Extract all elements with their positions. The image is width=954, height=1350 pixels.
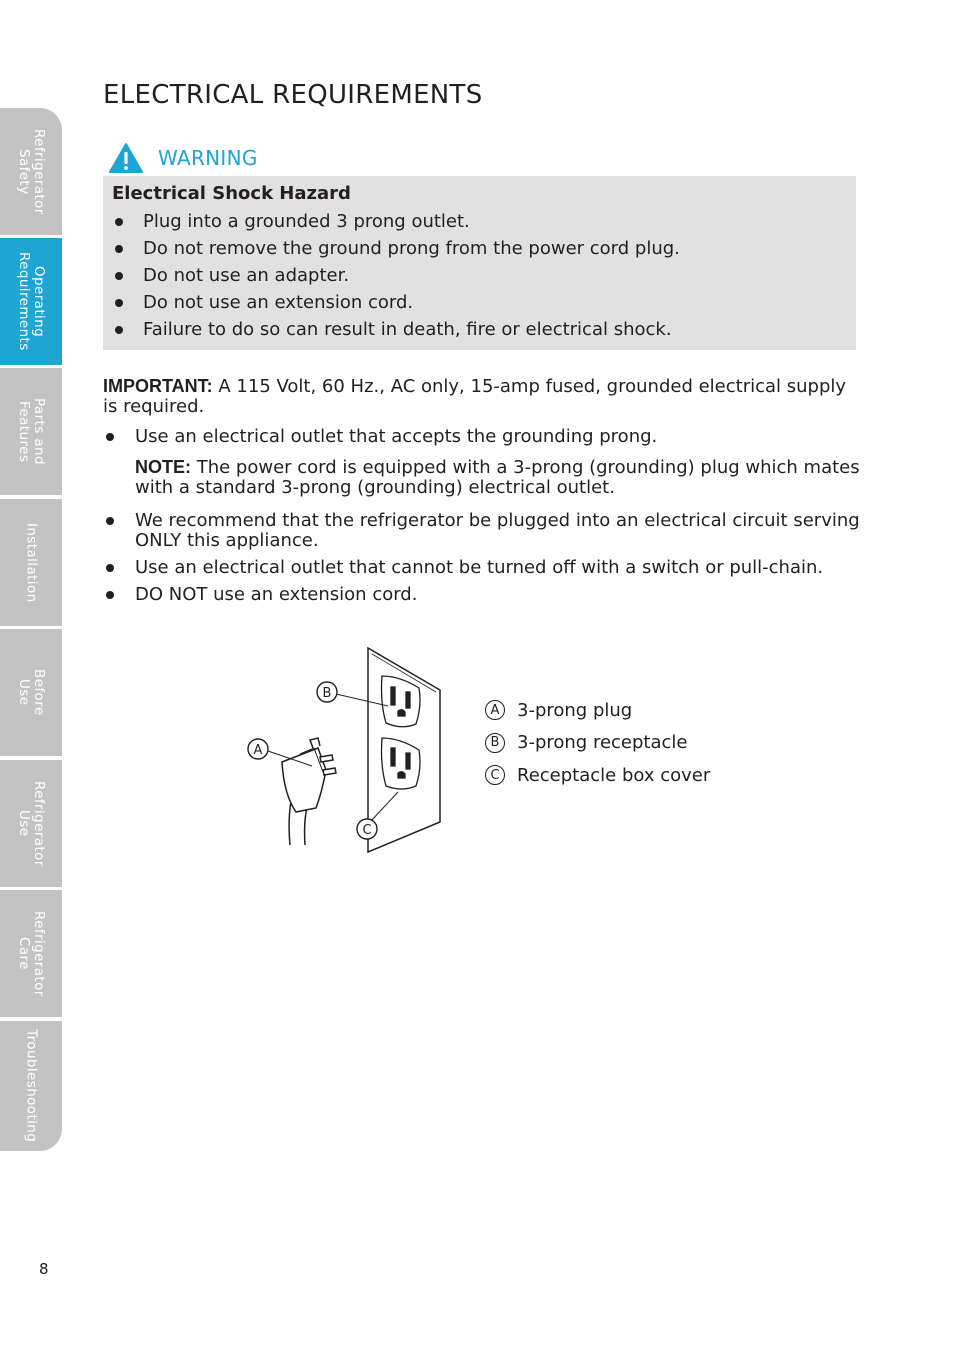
note-text: The power cord is equipped with a 3-prong (grounding) plug which mates with a standard 3-prong (grounding) electrical outlet. [135,456,860,498]
warning-item [112,208,847,235]
nav-tab-installation[interactable] [0,499,62,628]
legend-text: 3-prong plug [517,699,633,721]
warning-label: WARNING [158,146,258,170]
nav-tab-refrigerator-use[interactable] [0,760,62,889]
legend-item [485,694,710,727]
legend-item [485,759,710,792]
list-item [103,427,863,499]
list-item-text: We recommend that the refrigerator be plugged into an electrical circuit serving ONLY this appliance. [135,509,860,551]
callout-b-letter: B [322,686,332,701]
outlet-diagram [240,640,450,855]
bullet-icon [106,591,114,599]
warning-item-text: Do not use an extension cord. [143,292,414,313]
bullet-icon [115,245,123,253]
nav-tab-label: Operating Requirements [16,252,47,351]
list-item-text: Use an electrical outlet that cannot be turned off with a switch or pull-chain. [135,557,824,578]
bullet-icon [106,433,114,441]
list-item-text: Use an electrical outlet that accepts the grounding prong. [135,426,658,447]
warning-item [112,289,847,316]
nav-tab-label: Refrigerator Use [16,780,47,867]
legend-text: Receptacle box cover [517,764,711,786]
list-item-text: DO NOT use an extension cord. [135,584,418,605]
nav-tab-refrigerator-safety[interactable] [0,108,62,237]
plug-3-prong [282,738,336,845]
warning-list [112,208,847,343]
bullet-icon [115,326,123,334]
nav-tab-label: Troubleshooting [23,1029,40,1143]
callout-c-letter: C [362,823,372,838]
requirements-list [103,427,863,612]
nav-tab-label: Parts and Features [16,398,47,465]
warning-triangle-icon [108,142,144,174]
bullet-icon [115,272,123,280]
page-number: 8 [39,1260,49,1278]
note-paragraph [135,457,863,499]
warning-item [112,262,847,289]
legend-letter-a: A [485,700,505,720]
callout-c [357,819,377,839]
nav-tab-label: Refrigerator Care [16,910,47,997]
bullet-icon [106,564,114,572]
bullet-icon [115,218,123,226]
list-item [103,511,863,552]
warning-box [103,176,856,350]
legend-text: 3-prong receptacle [517,732,688,754]
callout-a-letter: A [253,743,263,758]
nav-tab-label: Installation [23,522,40,603]
warning-item-text: Plug into a grounded 3 prong outlet. [143,211,470,232]
warning-item-text: Do not remove the ground prong from the power cord plug. [143,238,680,259]
warning-header [108,140,258,176]
bullet-icon [106,517,114,525]
nav-tab-label: Before Use [16,669,47,716]
diagram-legend [485,694,710,792]
legend-letter-b: B [485,733,505,753]
warning-item-text: Failure to do so can result in death, fire or electrical shock. [143,319,672,340]
nav-tab-before-use[interactable] [0,629,62,758]
legend-item [485,727,710,760]
hazard-title: Electrical Shock Hazard [112,183,351,204]
legend-letter-c: C [485,765,505,785]
callout-b [317,682,337,702]
warning-item [112,235,847,262]
list-item [103,558,863,579]
warning-item-text: Do not use an adapter. [143,265,350,286]
important-text: A 115 Volt, 60 Hz., AC only, 15-amp fused, grounded electrical supply is required. [103,376,847,417]
important-label: IMPORTANT: [103,376,213,396]
nav-tab-refrigerator-care[interactable] [0,890,62,1019]
nav-tab-troubleshooting[interactable] [0,1021,62,1151]
callout-a [248,739,268,759]
bullet-icon [115,299,123,307]
note-label: NOTE: [135,456,191,477]
nav-tab-operating-requirements[interactable] [0,238,62,367]
warning-item [112,316,847,343]
nav-tab-parts-and-features[interactable] [0,368,62,497]
nav-tab-label: Refrigerator Safety [16,128,47,215]
page-title: ELECTRICAL REQUIREMENTS [103,80,483,110]
side-nav [0,108,62,1151]
list-item [103,585,863,606]
important-paragraph [103,376,859,417]
